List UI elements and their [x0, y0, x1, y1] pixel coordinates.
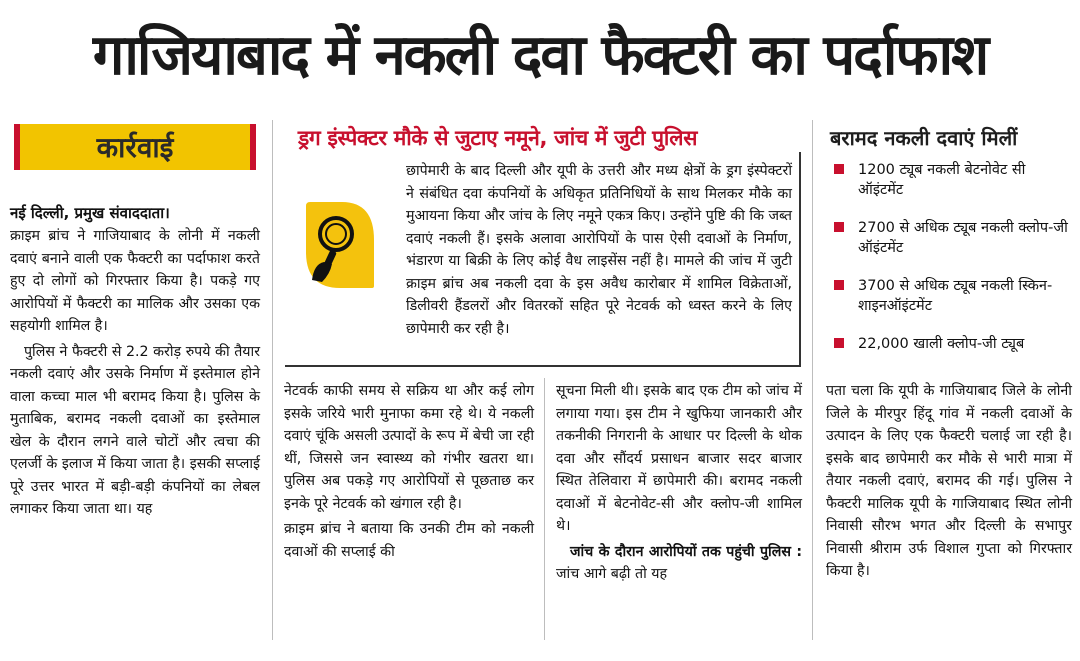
article-column-3 [556, 380, 802, 586]
paragraph: सूचना मिली थी। इसके बाद एक टीम को जांच में लगाया गया। इस टीम ने खुफिया जानकारी और तकनीकी निगरानी के आधार पर दिल्ली के थोक दवा और सौंदर्य प्रसाधन बाजार सदर बाजार स्थित तेलिवारा में छापेमारी की। बरामद नकली दवाओं में बेटनोवेट-सी और क्लोप-जी शामिल थे। [556, 383, 802, 534]
list-bullet-icon [834, 164, 844, 174]
paragraph: क्राइम ब्रांच ने बताया कि उनकी टीम को नकली दवाओं की सप्लाई की [284, 521, 534, 560]
recovered-list [830, 160, 1070, 372]
recovered-title: बरामद नकली दवाएं मिलीं [830, 126, 1018, 150]
section-badge-label: कार्रवाई [96, 131, 174, 164]
list-item: 2700 से अधिक ट्यूब नकली क्लोप-जी ऑइंटमेंट [830, 218, 1070, 258]
inspector-box-title: ड्रग इंस्पेक्टर मौके से जुटाए नमूने, जांच में जुटी पुलिस [298, 126, 698, 150]
column-divider [544, 378, 545, 640]
magnifier-icon [302, 200, 378, 290]
list-item: 3700 से अधिक ट्यूब नकली स्किन-शाइनऑइंटमेंट [830, 276, 1070, 316]
paragraph: क्राइम ब्रांच ने गाजियाबाद के लोनी में नकली दवाएं बनाने वाली एक फैक्टरी का पर्दाफाश करते हुए दो लोगों को गिरफ्तार किया है। पकड़े गए आरोपियों में फैक्टरी का मालिक और उसका एक सहयोगी शामिल है। [10, 228, 260, 334]
article-column-4 [826, 380, 1072, 583]
headline: गाजियाबाद में नकली दवा फैक्टरी का पर्दाफाश [92, 23, 988, 88]
list-bullet-icon [834, 280, 844, 290]
paragraph-text: जांच आगे बढ़ी तो यह [556, 566, 668, 582]
paragraph [556, 541, 802, 586]
dateline: नई दिल्ली, प्रमुख संवाददाता। [10, 204, 170, 222]
inspector-box-text: छापेमारी के बाद दिल्ली और यूपी के उत्तरी और मध्य क्षेत्रों के ड्रग इंस्पेक्टरों ने संबंधित दवा कंपनियों के अधिकृत प्रतिनिधियों के साथ मिलकर मौके का मुआयना किया और जांच के लिए नमूने एकत्र किए। उन्होंने पुष्टि की कि जब्त दवाएं नकली हैं। इसके अलावा आरोपियों के पास ऐसी दवाओं के निर्माण, भंडारण या बिक्री के लिए कोई वैध लाइसेंस नहीं है। मामले की जांच में जुटी क्राइम ब्रांच अब नकली दवा के इस अवैध कारोबार में शामिल विक्रेताओं, डिलीवरी हैंडलरों और वितरकों सहित पूरे नेटवर्क को ध्वस्त करने के लिए छापेमारी कर रही है। [406, 163, 792, 337]
section-badge [14, 124, 256, 170]
column-divider [812, 120, 813, 640]
list-bullet-icon [834, 222, 844, 232]
article-column-2 [284, 380, 534, 563]
paragraph: पुलिस ने फैक्टरी से 2.2 करोड़ रुपये की तैयार नकली दवाएं और उसके निर्माण में इस्तेमाल होने वाला कच्चा माल भी बरामद किया है। पुलिस के मुताबिक, बरामद नकली दवाओं का इस्तेमाल खेल के दौरान लगने वाले चोटों और त्वचा की एलर्जी के इलाज में किया जाता है। इसकी सप्लाई पूरे उत्तर भारत में बड़ी-बड़ी कंपनियों का लेबल लगाकर किया जाता था। यह [10, 343, 260, 517]
paragraph: नेटवर्क काफी समय से सक्रिय था और कई लोग इसके जरिये भारी मुनाफा कमा रहे थे। ये नकली दवाएं चूंकि असली उत्पादों के रूप में बेची जा रही थीं, जिससे जन स्वास्थ्य को गंभीर खतरा था। पुलिस अब पकड़े गए आरोपियों से पूछताछ कर इनके पूरे नेटवर्क को खंगाल रही है। [284, 383, 534, 512]
list-item: 22,000 खाली क्लोप-जी ट्यूब [830, 334, 1070, 354]
list-item: 1200 ट्यूब नकली बेटनोवेट सी ऑइंटमेंट [830, 160, 1070, 200]
article-column-1 [10, 225, 260, 521]
list-bullet-icon [834, 338, 844, 348]
paragraph: पता चला कि यूपी के गाजियाबाद जिले के लोनी जिले के मीरपुर हिंदू गांव में नकली दवाओं के उत्पादन के लिए एक फैक्टरी चलाई जा रही है। इसके बाद छापेमारी कर मौके से भारी मात्रा में तैयार नकली दवाएं, बरामद की गई। पुलिस ने फैक्टरी मालिक यूपी के गाजियाबाद स्थित लोनी निवासी सौरभ भगत और दिल्ली के सभापुर निवासी श्रीराम उर्फ विशाल गुप्ता को गिरफ्तार किया है। [826, 383, 1072, 579]
column-divider [272, 120, 273, 640]
subheading: जांच के दौरान आरोपियों तक पहुंची पुलिस : [570, 543, 802, 560]
